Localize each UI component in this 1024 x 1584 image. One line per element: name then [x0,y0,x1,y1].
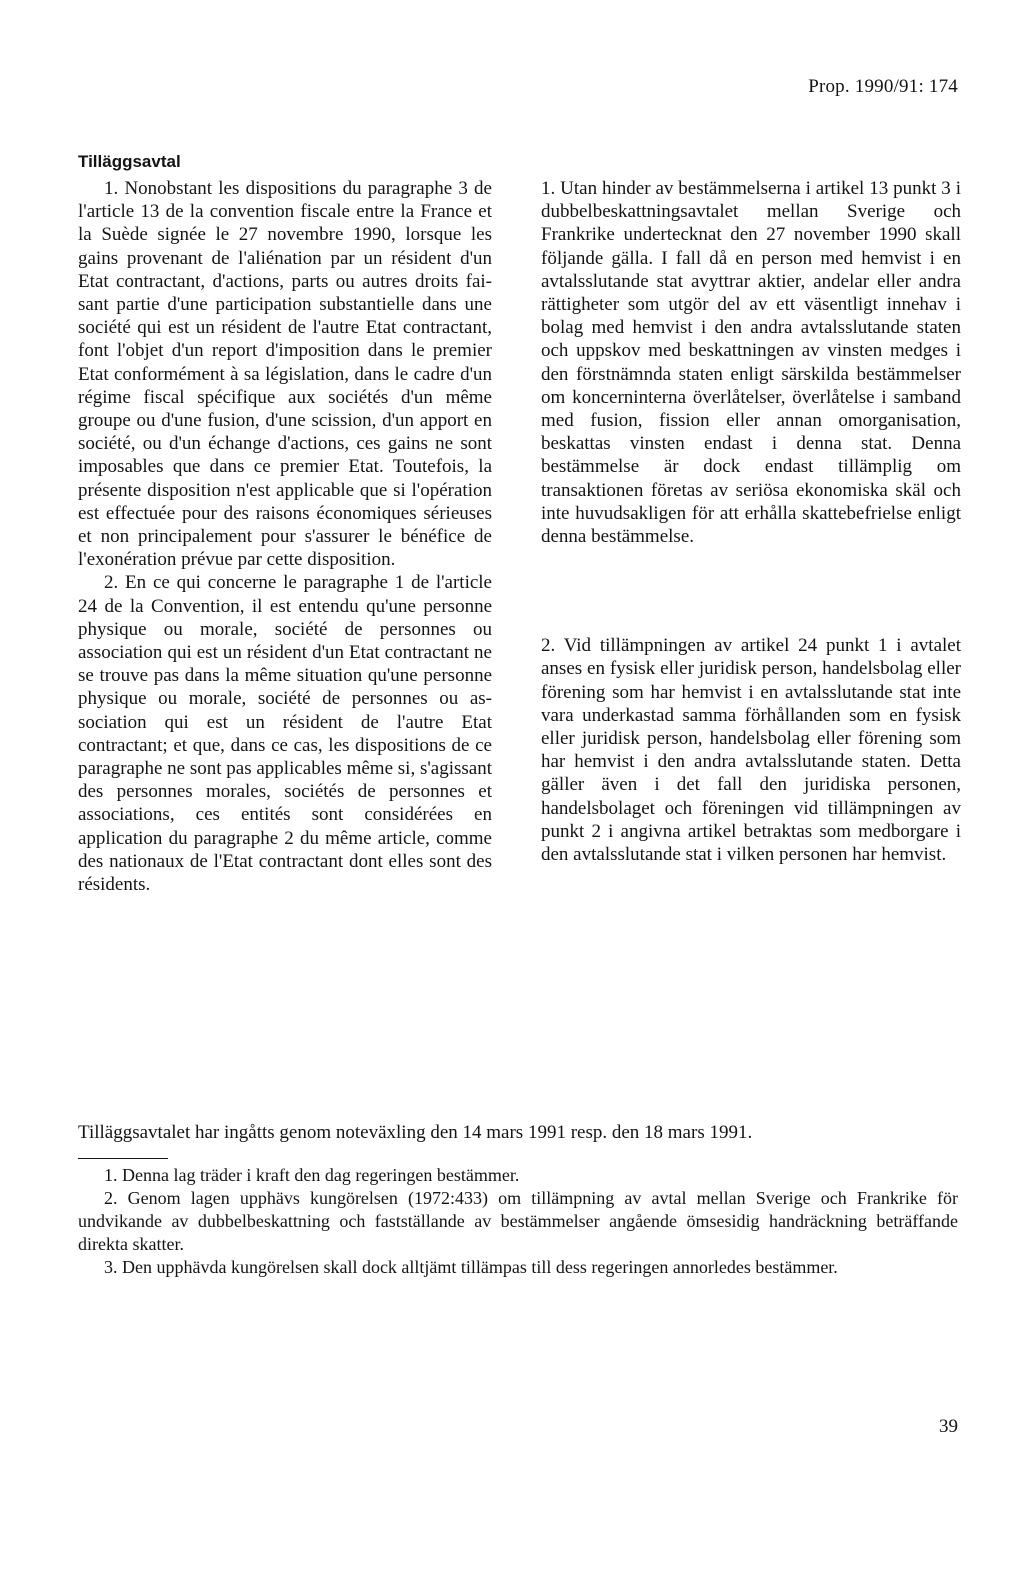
french-text-column [78,177,492,896]
section-title: Tilläggsavtal [78,152,181,171]
footnotes [78,1164,958,1279]
footnote-2: 2. Genom lagen upphävs kungörelsen (1972:433) om tillämpning av avtal mellan Sverige och Frankrike för undvikande av dubbelbeskattning och fastställande av bestämmelser angående ömsesidig handräckning beträffande direkta skatter. [78,1188,958,1254]
french-paragraph-1: 1. Nonobstant les dispositions du paragraphe 3 de l'article 13 de la convention fiscale entre la France et la Suède signée le 27 novembre 1990, lorsque les gains provenant de l'aliénation par un résident d'un Etat contractant, d'actions, parts ou autres droits faisant partie d'une participation substantielle dans une société qui est un résident de l'autre Etat contractant, font l'objet d'un report d'imposition dans le premier Etat conformément à sa législation, dans le cadre d'un régime fiscal spécifique aux sociétés d'un même groupe ou d'une fusion, d'une scission, d'un apport en société, ou d'un échange d'actions, ces gains ne sont imposables que dans ce premier Etat. Toutefois, la présente disposition n'est applicable que si l'opération est effectuée pour des raisons économiques sérieuses et non principalement pour s'assurer le bénéfice de l'exonération prévue par cette disposition. [78,178,492,571]
swedish-text-column [541,177,961,866]
proposition-reference: Prop. 1990/91: 174 [808,76,958,97]
footnote-1: 1. Denna lag träder i kraft den dag regeringen bestämmer. [104,1165,520,1185]
swedish-paragraph-2: 2. Vid tillämpningen av artikel 24 punkt 1 i avtalet anses en fysisk eller juridisk person, handelsbolag eller förening som har hemvist i en avtalsslutande stat inte vara underkastad samma förhållanden som en fysisk eller juridisk person, handelsbolag eller förening som har hemvist i den andra avtalsslutande staten. Detta gäller även i det fall den juridiska personen, handelsbolaget och föreningen vid tillämpningen av punkt 2 i angivna artikel betraktas som medborgare i den avtalsslutande stat i vilken personen har hemvist. [541,635,961,866]
page-number: 39 [939,1416,958,1437]
agreement-note: Tilläggsavtalet har ingåtts genom noteväxling den 14 mars 1991 resp. den 18 mars 1991. [78,1122,753,1143]
footnote-divider [78,1158,168,1159]
swedish-paragraph-1: 1. Utan hinder av bestämmelserna i artikel 13 punkt 3 i dubbelbeskattningsavtalet mellan Sverige och Frankrike undertecknat den 27 november 1990 skall följande gälla. I fall då en person med hemvist i en avtalsslutande stat avyttrar aktier, andelar eller andra rättigheter som utgör del av ett väsentligt innehav i bolag med hemvist i den andra avtalsslutande staten och uppskov med beskattningen av vinsten medges i den förstnämnda staten enligt särskilda bestämmelser om koncerninterna överlåtelser, överlåtelse i samband med fusion, fission eller annan omorganisation, beskattas vinsten endast i denna stat. Denna bestämmelse är dock endast tillämplig om transaktionen företas av seriösa ekonomiska skäl och inte huvudsakligen för att erhålla skattebefrielse enligt denna bestämmelse. [541,178,961,548]
footnote-3: 3. Den upphävda kungörelsen skall dock alltjämt tillämpas till dess regeringen annorledes bestämmer. [104,1257,838,1277]
french-paragraph-2: 2. En ce qui concerne le paragraphe 1 de l'article 24 de la Convention, il est entendu qu'une personne physique ou morale, société de personnes ou association qui est un résident d'un Etat contractant ne se trouve pas dans la même situation qu'une personne physique ou morale, société de personnes ou association qui est un résident de l'autre Etat contractant; et que, dans ce cas, les dispositions de ce paragraphe ne sont pas applicables même si, s'agissant des personnes morales, sociétés de personnes et associations, ces entités sont considérées en application du paragraphe 2 du même article, comme des nationaux de l'Etat contractant dont elles sont des résidents. [78,572,492,896]
